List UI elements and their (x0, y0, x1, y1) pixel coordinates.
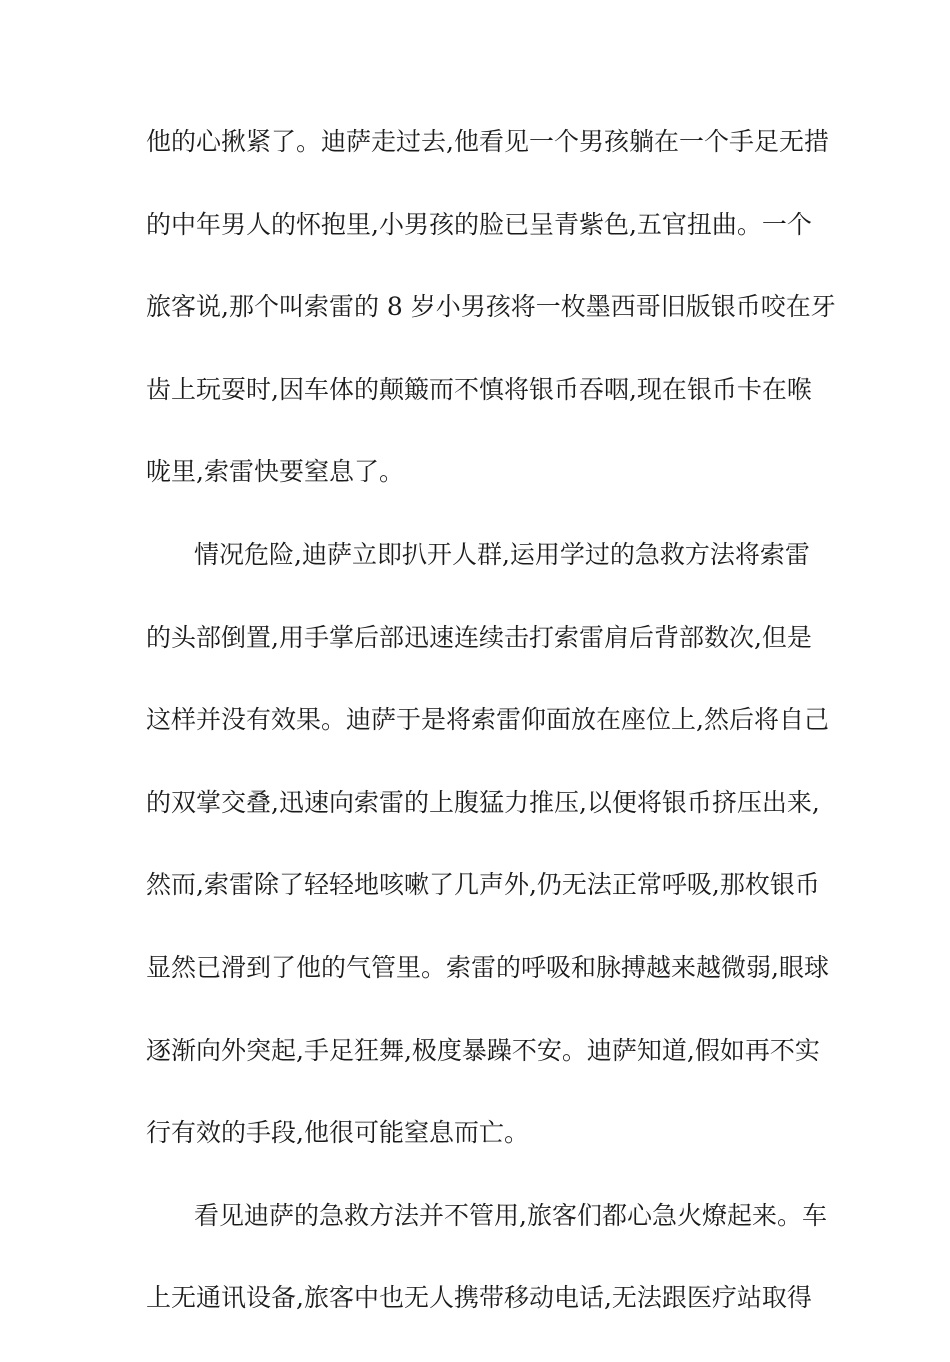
text-line: 然而,索雷除了轻轻地咳嗽了几声外,仍无法正常呼吸,那枚银币 (146, 870, 820, 900)
paragraph-first-line: 看见迪萨的急救方法并不管用,旅客们都心急火燎起来。车 (194, 1200, 827, 1230)
text-line: 他的心揪紧了。迪萨走过去,他看见一个男孩躺在一个手足无措 (146, 127, 829, 156)
text-line: 齿上玩耍时,因车体的颠簸而不慎将银币吞咽,现在银币卡在喉 (146, 374, 812, 404)
text-line: 行有效的手段,他很可能窒息而亡。 (146, 1118, 529, 1148)
text-line: 旅客说,那个叫索雷的 8 岁小男孩将一枚墨西哥旧版银币咬在牙 (146, 292, 836, 322)
body-text (146, 123, 836, 1362)
text-line: 的双掌交叠,迅速向索雷的上腹猛力推压,以便将银币挤压出来, (146, 787, 820, 817)
text-line: 逐渐向外突起,手足狂舞,极度暴躁不安。迪萨知道,假如再不实 (146, 1035, 820, 1065)
text-line: 的中年男人的怀抱里,小男孩的脸已呈青紫色,五官扭曲。一个 (146, 209, 812, 239)
text-line: 咙里,索雷快要窒息了。 (146, 457, 404, 487)
text-line: 显然已滑到了他的气管里。索雷的呼吸和脉搏越来越微弱,眼球 (146, 952, 829, 982)
paragraph-first-line: 情况危险,迪萨立即扒开人群,运用学过的急救方法将索雷 (194, 539, 810, 569)
text-line: 这样并没有效果。迪萨于是将索雷仰面放在座位上,然后将自己 (146, 705, 829, 735)
text-line: 的头部倒置,用手掌后部迅速连续击打索雷肩后背部数次,但是 (146, 622, 812, 652)
text-line: 上无通讯设备,旅客中也无人携带移动电话,无法跟医疗站取得 (146, 1283, 812, 1313)
